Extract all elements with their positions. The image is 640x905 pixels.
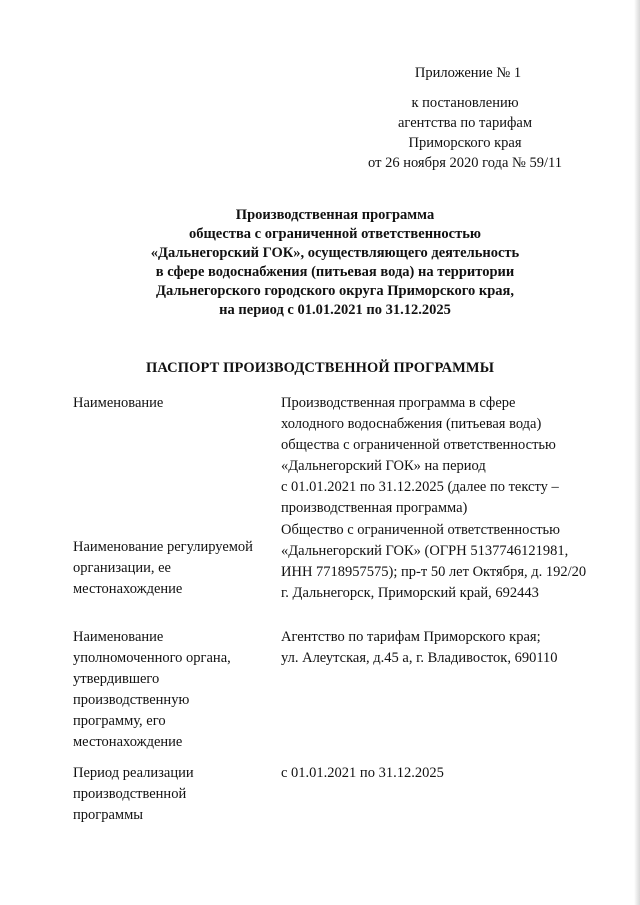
- row-value: [281, 393, 591, 519]
- program-title-line: в сфере водоснабжения (питьевая вода) на территории: [155, 264, 515, 280]
- row-value: [281, 520, 591, 604]
- row-value-line: общества с ограниченной ответственностью: [281, 437, 556, 453]
- annex-line: Приморского края: [408, 135, 522, 151]
- row-value-line: ИНН 7718957575); пр-т 50 лет Октября, д. 192/20: [281, 564, 587, 580]
- row-value: [281, 627, 591, 669]
- program-title: [70, 206, 600, 320]
- program-title-line: «Дальнегорский ГОК», осуществляющего деятельность: [150, 245, 520, 261]
- annex-line: от 26 ноября 2020 года № 59/11: [368, 155, 562, 171]
- row-label: [73, 537, 273, 600]
- row-value: [281, 763, 591, 784]
- row-label-line: Наименование: [73, 395, 164, 411]
- program-title-line: Дальнегорского городского округа Приморского края,: [155, 283, 515, 299]
- row-label-line: утвердившего: [73, 671, 160, 687]
- page-edge-shadow: [634, 0, 640, 905]
- row-label-line: Наименование регулируемой: [73, 539, 253, 555]
- row-label-line: организации, ее: [73, 560, 171, 576]
- row-label: [73, 763, 273, 826]
- program-title-line: Производственная программа: [235, 207, 435, 223]
- row-value-line: производственная программа): [281, 500, 468, 516]
- row-label-line: производственную: [73, 692, 190, 708]
- row-label-line: местонахождение: [73, 581, 183, 597]
- row-label-line: Период реализации: [73, 765, 194, 781]
- row-label-line: производственной: [73, 786, 187, 802]
- row-label-line: местонахождение: [73, 734, 183, 750]
- annex-line: агентства по тарифам: [398, 115, 532, 131]
- row-value-line: ул. Алеутская, д.45 а, г. Владивосток, 690110: [281, 650, 558, 666]
- row-value-line: холодного водоснабжения (питьевая вода): [281, 416, 542, 432]
- program-title-line: общества с ограниченной ответственностью: [189, 226, 481, 242]
- row-label-line: программы: [73, 807, 143, 823]
- annex-line: к постановлению: [411, 95, 519, 111]
- row-value-line: «Дальнегорский ГОК» (ОГРН 5137746121981,: [281, 543, 569, 559]
- row-label: [73, 627, 273, 753]
- row-value-line: с 01.01.2021 по 31.12.2025 (далее по тексту –: [281, 479, 559, 495]
- annex-reference-block: [340, 93, 590, 173]
- row-value-line: Агентство по тарифам Приморского края;: [281, 629, 541, 645]
- annex-title-text: Приложение № 1: [414, 65, 522, 81]
- annex-title: [388, 63, 548, 83]
- passport-heading: ПАСПОРТ ПРОИЗВОДСТВЕННОЙ ПРОГРАММЫ: [145, 360, 495, 376]
- row-value-line: «Дальнегорский ГОК» на период: [281, 458, 486, 474]
- row-value-line: Производственная программа в сфере: [281, 395, 516, 411]
- row-value-line: г. Дальнегорск, Приморский край, 692443: [281, 585, 539, 601]
- row-label: [73, 393, 273, 414]
- row-label-line: уполномоченного органа,: [73, 650, 231, 666]
- row-value-line: Общество с ограниченной ответственностью: [281, 522, 560, 538]
- program-title-line: на период с 01.01.2021 по 31.12.2025: [219, 302, 451, 318]
- row-value-line: с 01.01.2021 по 31.12.2025: [281, 765, 444, 781]
- row-label-line: Наименование: [73, 629, 164, 645]
- row-label-line: программу, его: [73, 713, 166, 729]
